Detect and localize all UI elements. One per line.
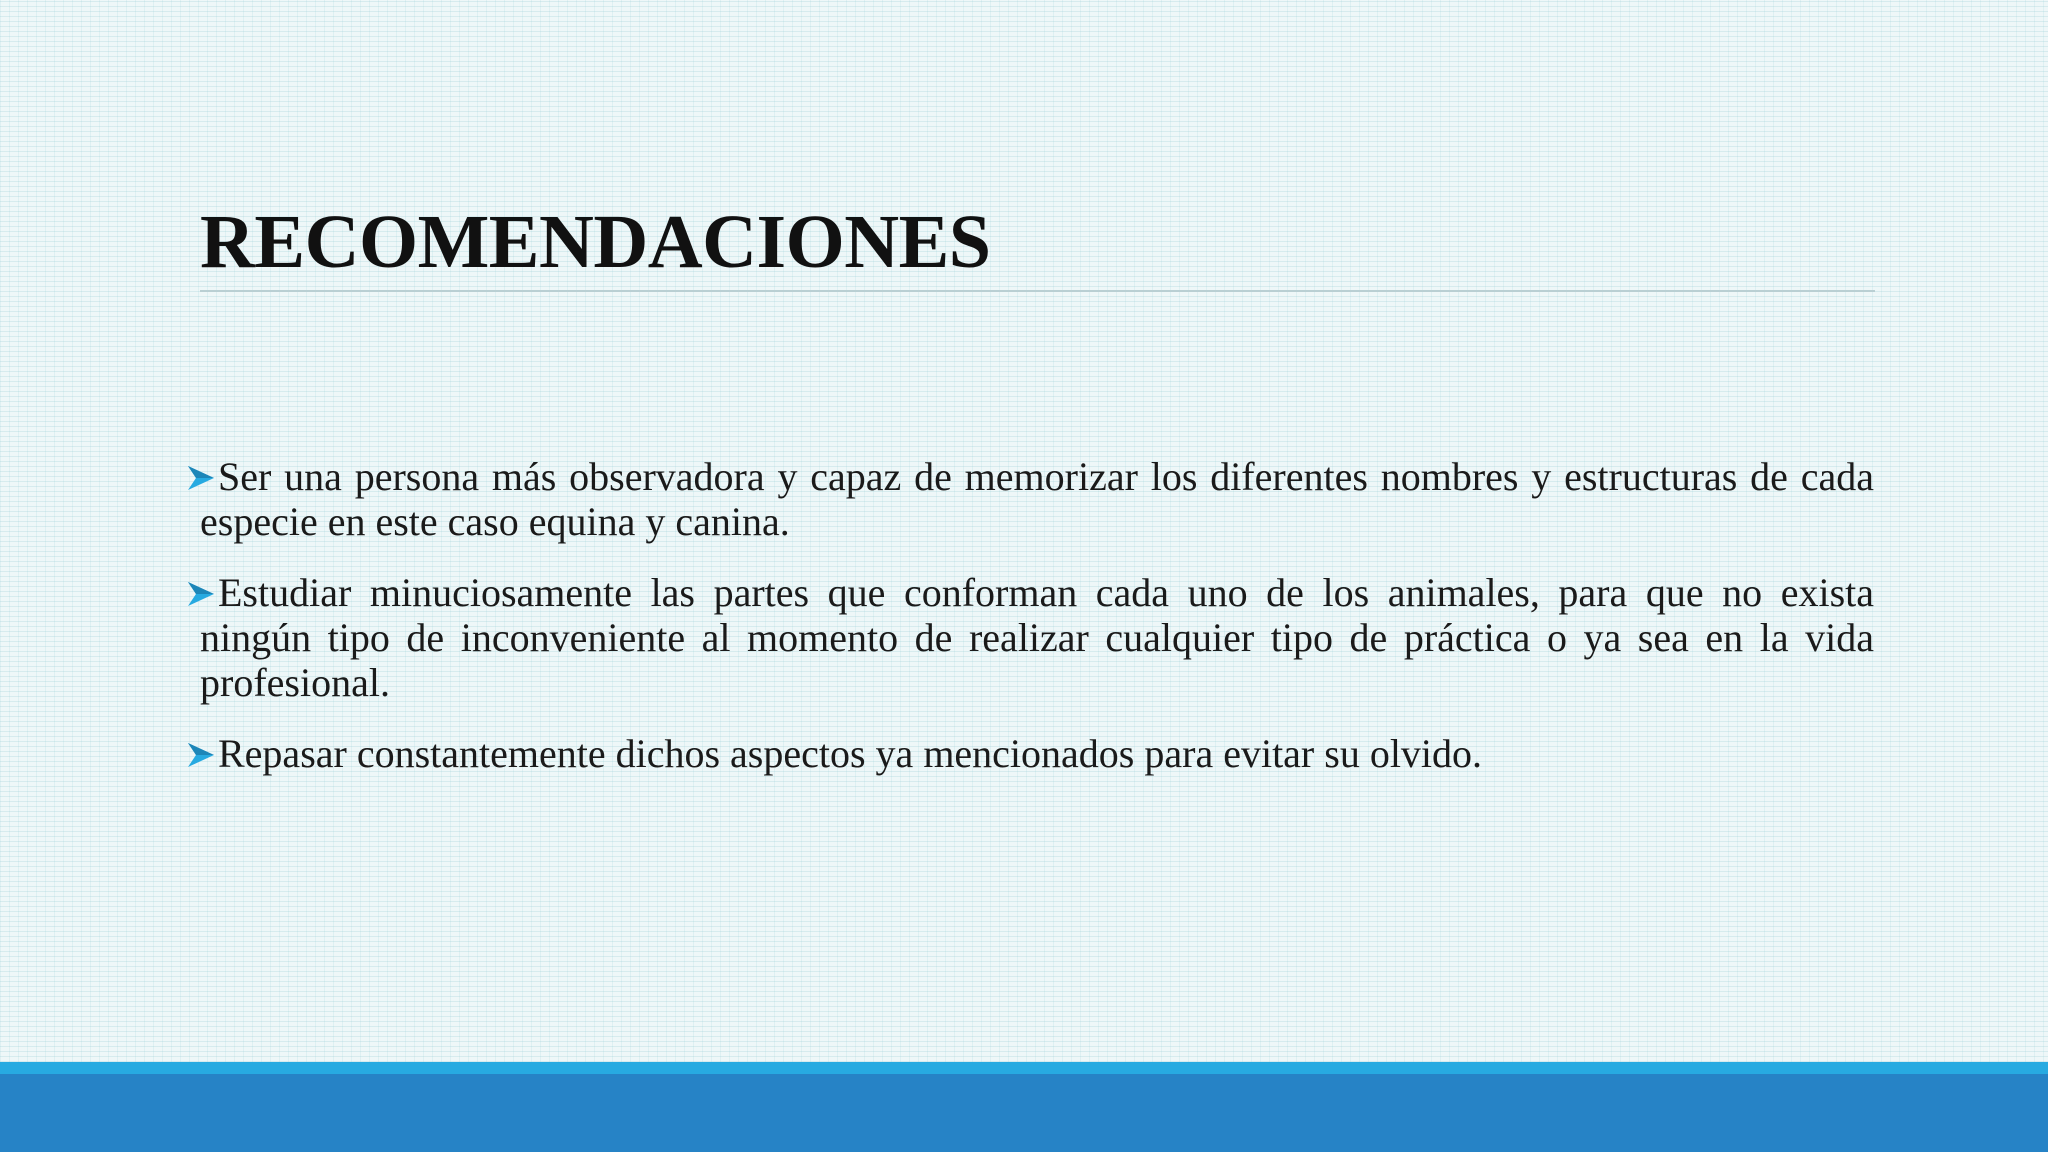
bullet-item — [186, 454, 1874, 544]
footer-band-light — [0, 1062, 2048, 1074]
bullet-item — [186, 731, 1874, 776]
bullet-text: Estudiar minuciosamente las partes que conforman cada uno de los animales, para que no exista ningún tipo de inconveniente al momento de realizar cualquier tipo de práctica o ya sea en la vida profesional. — [200, 570, 1874, 705]
arrowhead-bullet-icon — [186, 464, 216, 492]
arrowhead-bullet-icon — [186, 580, 216, 608]
bullet-text: Repasar constantemente dichos aspectos ya mencionados para evitar su olvido. — [218, 731, 1483, 776]
title-divider — [200, 290, 1875, 292]
arrowhead-bullet-icon — [186, 741, 216, 769]
bullet-item — [186, 570, 1874, 705]
bullet-list — [186, 454, 1874, 802]
bullet-text: Ser una persona más observadora y capaz de memorizar los diferentes nombres y estructuras de cada especie en este caso equina y canina. — [200, 454, 1874, 544]
footer-band-dark — [0, 1074, 2048, 1152]
slide-title: RECOMENDACIONES — [200, 200, 991, 284]
